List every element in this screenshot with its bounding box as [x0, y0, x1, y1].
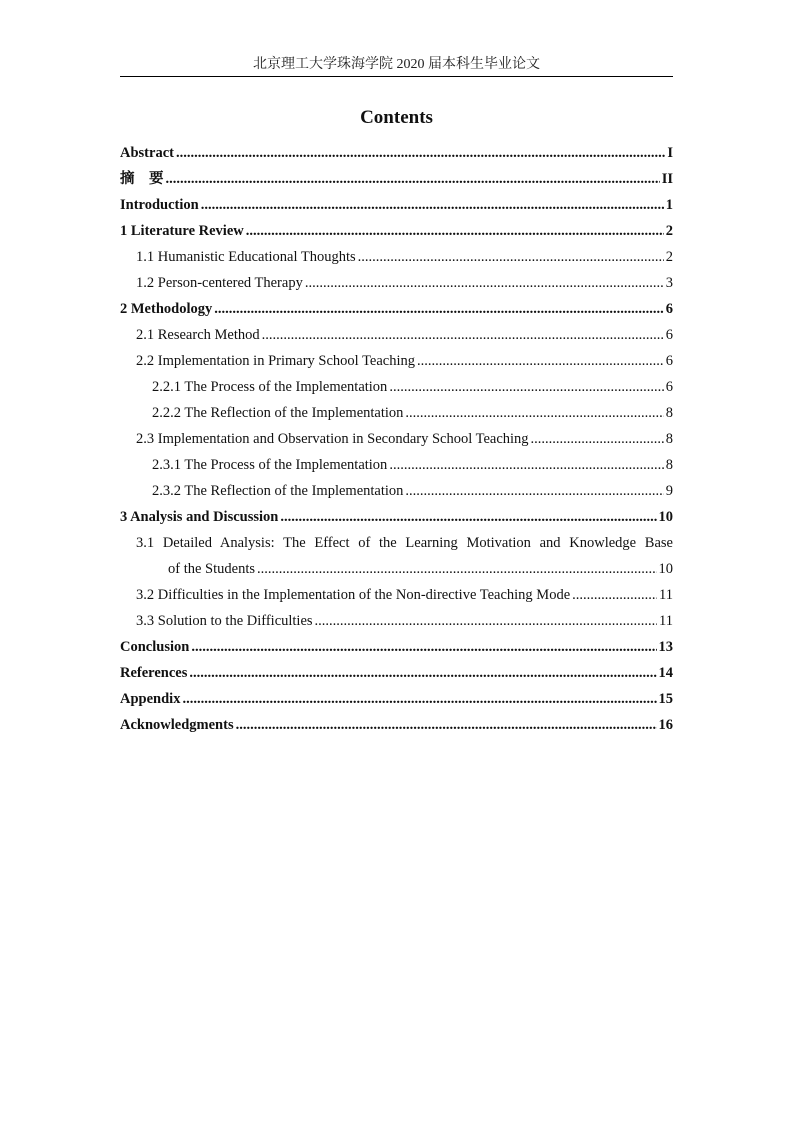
toc-entry-humanistic-thoughts[interactable]	[120, 244, 673, 270]
toc-leader-dots	[358, 244, 664, 270]
toc-page-number: I	[667, 145, 673, 161]
toc-entry-process-secondary[interactable]	[120, 452, 673, 478]
toc-page-number: 9	[665, 483, 673, 499]
toc-entry-chinese-abstract[interactable]	[120, 166, 673, 192]
toc-entry-analysis-discussion[interactable]	[120, 504, 673, 530]
toc-leader-dots	[246, 218, 664, 244]
toc-entry-detailed-analysis[interactable]	[120, 530, 673, 556]
toc-leader-dots	[166, 166, 660, 192]
toc-page-number: 11	[659, 587, 673, 603]
toc-leader-dots	[315, 608, 657, 634]
toc-entry-detailed-analysis-continued[interactable]	[120, 556, 673, 582]
toc-label: 2 Methodology	[120, 301, 213, 317]
toc-entry-conclusion[interactable]	[120, 634, 673, 660]
toc-entry-introduction[interactable]	[120, 192, 673, 218]
toc-leader-dots	[201, 192, 664, 218]
toc-entry-research-method[interactable]	[120, 322, 673, 348]
toc-label: 2.1 Research Method	[136, 327, 260, 343]
toc-label: Introduction	[120, 197, 199, 213]
toc-page-number: 10	[658, 561, 673, 577]
toc-page-number: 11	[659, 613, 673, 629]
toc-label: References	[120, 665, 188, 681]
toc-leader-dots	[262, 322, 664, 348]
toc-leader-dots	[191, 634, 656, 660]
toc-page-number: 16	[658, 717, 673, 733]
toc-leader-dots	[214, 296, 664, 322]
toc-label: Conclusion	[120, 639, 190, 655]
toc-label: 1 Literature Review	[120, 223, 244, 239]
toc-entry-reflection-secondary[interactable]	[120, 478, 673, 504]
toc-entry-solution[interactable]	[120, 608, 673, 634]
toc-page-number: 6	[665, 379, 673, 395]
toc-entry-literature-review[interactable]	[120, 218, 673, 244]
toc-leader-dots	[182, 686, 656, 712]
toc-label: 2.2.1 The Process of the Implementation	[152, 379, 388, 395]
toc-entry-process-primary[interactable]	[120, 374, 673, 400]
toc-label: 2.2 Implementation in Primary School Teaching	[136, 353, 415, 369]
toc-leader-dots	[405, 400, 663, 426]
toc-entry-primary-school[interactable]	[120, 348, 673, 374]
header-rule	[120, 76, 673, 77]
toc-page-number: 6	[665, 327, 673, 343]
toc-label: 3.3 Solution to the Difficulties	[136, 613, 313, 629]
toc-leader-dots	[417, 348, 664, 374]
toc-page-number: 10	[658, 509, 673, 525]
toc-entry-abstract[interactable]	[120, 140, 673, 166]
toc-label: 2.3.1 The Process of the Implementation	[152, 457, 388, 473]
toc-label: 3 Analysis and Discussion	[120, 509, 279, 525]
toc-page-number: 2	[665, 223, 673, 239]
toc-page-number: 13	[658, 639, 673, 655]
toc-entry-person-centered-therapy[interactable]	[120, 270, 673, 296]
toc-leader-dots	[405, 478, 663, 504]
toc-page-number: 8	[665, 431, 673, 447]
toc-entry-appendix[interactable]	[120, 686, 673, 712]
running-header: 北京理工大学珠海学院 2020 届本科生毕业论文	[253, 57, 540, 72]
toc-leader-dots	[305, 270, 664, 296]
toc-leader-dots	[257, 556, 657, 582]
toc-label: 1.1 Humanistic Educational Thoughts	[136, 249, 356, 265]
toc-page-number: II	[661, 171, 673, 187]
toc-entry-references[interactable]	[120, 660, 673, 686]
toc-label: 3.1 Detailed Analysis: The Effect of the Learning Motivation and Knowledge Base	[136, 535, 673, 551]
toc-leader-dots	[531, 426, 664, 452]
toc-page-number: 1	[665, 197, 673, 213]
toc-label: Appendix	[120, 691, 181, 707]
toc-entry-reflection-primary[interactable]	[120, 400, 673, 426]
toc-entry-difficulties[interactable]	[120, 582, 673, 608]
toc-leader-dots	[280, 504, 656, 530]
toc-leader-dots	[189, 660, 656, 686]
toc-leader-dots	[176, 140, 665, 166]
toc-label: Acknowledgments	[120, 717, 234, 733]
toc-page-number: 8	[665, 457, 673, 473]
toc-page-number: 8	[665, 405, 673, 421]
toc-label-continued: of the Students	[168, 561, 255, 577]
toc-label: 3.2 Difficulties in the Implementation of the Non-directive Teaching Mode	[136, 587, 571, 603]
toc-page-number: 14	[658, 665, 673, 681]
toc-page-number: 6	[665, 353, 673, 369]
toc-leader-dots	[389, 452, 663, 478]
toc-label: 摘 要	[120, 171, 164, 187]
toc-entry-secondary-school[interactable]	[120, 426, 673, 452]
toc-entry-acknowledgments[interactable]	[120, 712, 673, 738]
toc-leader-dots	[236, 712, 657, 738]
table-of-contents	[120, 140, 673, 738]
toc-entry-methodology[interactable]	[120, 296, 673, 322]
page-title: Contents	[360, 107, 433, 128]
toc-label: Abstract	[120, 145, 174, 161]
toc-label: 2.2.2 The Reflection of the Implementation	[152, 405, 404, 421]
toc-label: 1.2 Person-centered Therapy	[136, 275, 303, 291]
toc-page-number: 6	[665, 301, 673, 317]
toc-label: 2.3 Implementation and Observation in Secondary School Teaching	[136, 431, 529, 447]
toc-leader-dots	[389, 374, 663, 400]
toc-page-number: 3	[665, 275, 673, 291]
toc-label: 2.3.2 The Reflection of the Implementation	[152, 483, 404, 499]
toc-leader-dots	[572, 582, 657, 608]
toc-page-number: 2	[665, 249, 673, 265]
toc-page-number: 15	[658, 691, 673, 707]
